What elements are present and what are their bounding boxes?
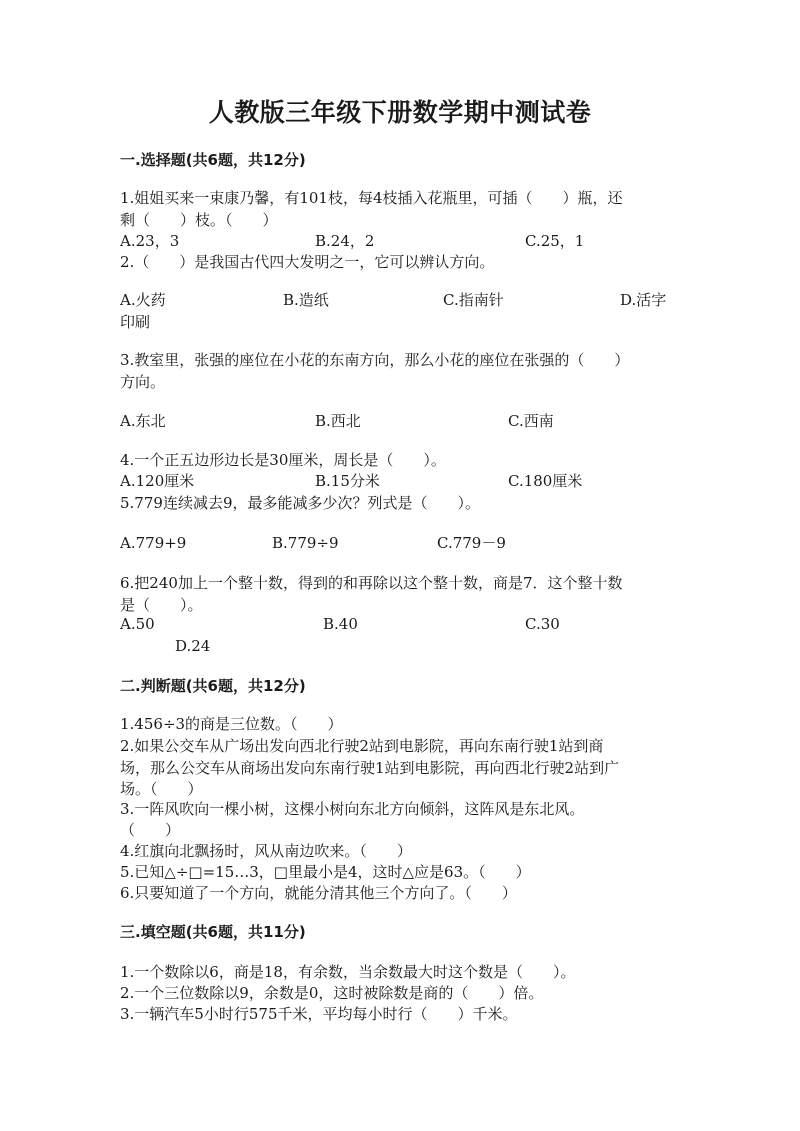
question-3-text-cont: 方向。 [120, 373, 166, 391]
question-6-text-cont: 是（ ）。 [120, 596, 203, 614]
question-1-option-a: A.23，3 [120, 232, 180, 250]
question-3-option-a: A.东北 [120, 412, 166, 430]
question-4-text: 4.一个正五边形边长是30厘米，周长是（ ）。 [120, 451, 446, 469]
question-5-option-b: B.779÷9 [272, 534, 339, 552]
question-2-option-c: C.指南针 [443, 291, 504, 309]
question-4-option-a: A.120厘米 [120, 472, 195, 490]
question-6-text: 6.把240加上一个整十数，得到的和再除以这个整十数，商是7．这个整十数 [120, 574, 623, 592]
question-2-option-d: D.活字 [620, 291, 667, 309]
judge-question-2-cont: 场，那么公交车从商场出发向东南行驶1站到电影院，再向西北行驶2站到广 [120, 759, 620, 777]
question-6-option-b: B.40 [323, 615, 358, 633]
question-3-option-b: B.西北 [315, 412, 361, 430]
question-3-option-c: C.西南 [508, 412, 554, 430]
question-2-option-d-cont: 印刷 [120, 313, 151, 331]
question-3-text: 3.教室里，张强的座位在小花的东南方向，那么小花的座位在张强的（ ） [120, 351, 630, 369]
judge-question-2-cont2: 场。（ ） [120, 780, 203, 798]
question-5-option-c: C.779－9 [437, 534, 506, 552]
question-1-option-b: B.24，2 [315, 232, 375, 250]
section-heading-choice: 一.选择题(共6题，共12分) [120, 151, 306, 169]
question-6-option-a: A.50 [120, 615, 155, 633]
question-1-option-c: C.25，1 [525, 232, 585, 250]
question-4-option-b: B.15分米 [315, 472, 380, 490]
section-heading-judgement: 二.判断题(共6题，共12分) [120, 677, 306, 695]
fill-question-2: 2.一个三位数除以9，余数是0，这时被除数是商的（ ）倍。 [120, 984, 544, 1002]
question-2-option-b: B.造纸 [283, 291, 329, 309]
judge-question-1: 1.456÷3的商是三位数。（ ） [120, 715, 343, 733]
judge-question-3-cont: （ ） [120, 821, 181, 839]
judge-question-3: 3.一阵风吹向一棵小树，这棵小树向东北方向倾斜，这阵风是东北风。 [120, 800, 585, 818]
judge-question-5: 5.已知△÷□=15…3，□里最小是4，这时△应是63。（ ） [120, 863, 531, 881]
question-2-option-a: A.火药 [120, 291, 166, 309]
question-2-text: 2.（ ）是我国古代四大发明之一，它可以辨认方向。 [120, 253, 495, 271]
fill-question-3: 3.一辆汽车5小时行575千米，平均每小时行（ ）千米。 [120, 1005, 518, 1023]
question-6-option-d: D.24 [175, 637, 211, 655]
question-5-option-a: A.779+9 [120, 534, 187, 552]
fill-question-1: 1.一个数除以6，商是18，有余数，当余数最大时这个数是（ ）。 [120, 963, 576, 981]
question-1-text-cont: 剩（ ）枝。（ ） [120, 211, 278, 229]
judge-question-6: 6.只要知道了一个方向，就能分清其他三个方向了。（ ） [120, 884, 517, 902]
question-5-text: 5.779连续减去9，最多能减多少次？列式是（ ）。 [120, 494, 480, 512]
question-1-text: 1.姐姐买来一束康乃馨，有101枝，每4枝插入花瓶里，可插（ ）瓶，还 [120, 189, 623, 207]
question-4-option-c: C.180厘米 [508, 472, 583, 490]
section-heading-fill-in: 三.填空题(共6题，共11分) [120, 923, 306, 941]
judge-question-2: 2.如果公交车从广场出发向西北行驶2站到电影院，再向东南行驶1站到商 [120, 737, 604, 755]
judge-question-4: 4.红旗向北飘扬时，风从南边吹来。（ ） [120, 842, 412, 860]
page-title: 人教版三年级下册数学期中测试卷 [208, 98, 592, 127]
question-6-option-c: C.30 [525, 615, 560, 633]
